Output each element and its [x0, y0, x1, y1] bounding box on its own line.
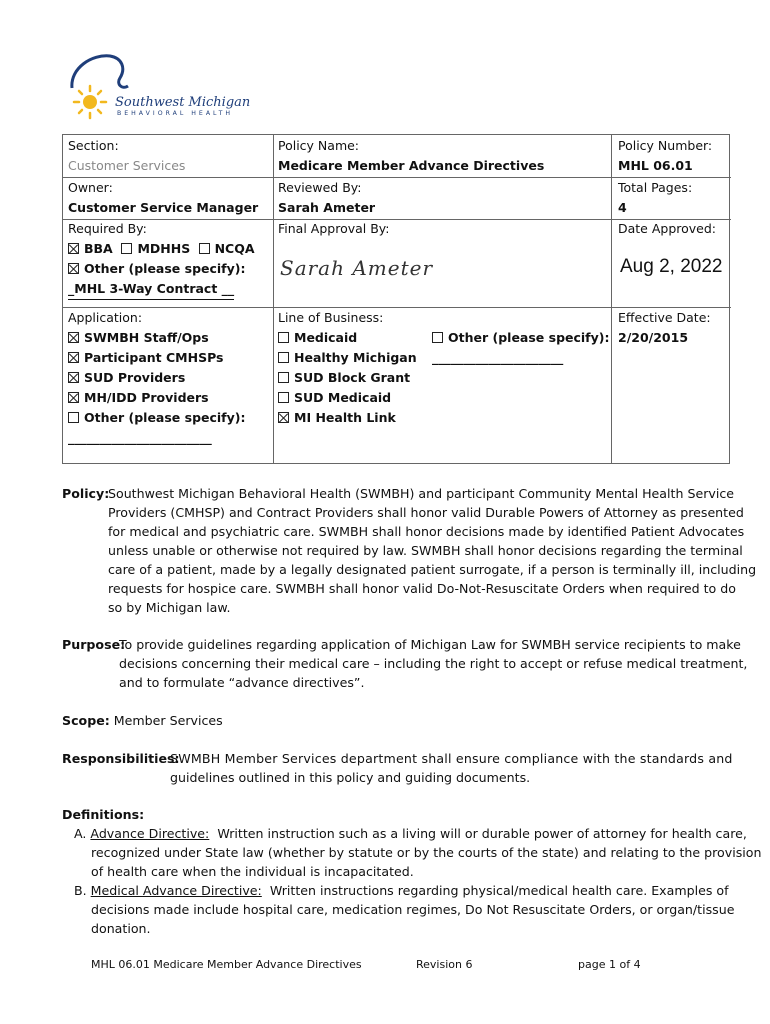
policy-label: Policy:	[62, 486, 110, 501]
app-item-1: SWMBH Staff/Ops	[84, 330, 209, 345]
ncqa-label: NCQA	[214, 241, 255, 256]
section-cell	[68, 136, 185, 176]
date-approved-label: Date Approved:	[618, 221, 717, 236]
app-other-blank: _______________________	[68, 430, 212, 445]
line-of-business-cell	[278, 308, 417, 428]
section-label: Section:	[68, 138, 119, 153]
required-other-checkbox[interactable]	[68, 263, 79, 274]
bba-label: BBA	[84, 241, 113, 256]
policy-number-value: MHL 06.01	[618, 158, 693, 173]
purpose-text: To provide guidelines regarding application of Michigan Law for SWMBH service recipients to make decisions concerning their medical care – including the right to accept or refuse medical treatment, and to formulate “advance directives”.	[119, 637, 748, 690]
policy-name-cell	[278, 136, 544, 176]
definitions-label: Definitions:	[62, 807, 145, 822]
logo-name: Southwest Michigan	[115, 95, 251, 110]
reviewed-by-value: Sarah Ameter	[278, 200, 376, 215]
mdhhs-label: MDHHS	[137, 241, 191, 256]
date-approved-cell	[618, 219, 716, 239]
scope	[62, 711, 223, 730]
policy-number-label: Policy Number:	[618, 138, 713, 153]
lob-item-4: SUD Medicaid	[294, 390, 392, 405]
app-item-4: MH/IDD Providers	[84, 390, 209, 405]
footer-doc: MHL 06.01 Medicare Member Advance Directives	[91, 958, 362, 971]
lob-other-label: Other (please specify):	[448, 330, 610, 345]
app-item-2: Participant CMHSPs	[84, 350, 224, 365]
definition-a-cont: recognized under State law (whether by statute or by the courts of the state) and relating to the provision of health care when the individual is incapacitated.	[91, 845, 762, 879]
app-checkbox-5[interactable]	[68, 412, 79, 423]
total-pages-label: Total Pages:	[618, 180, 693, 195]
app-item-3: SUD Providers	[84, 370, 186, 385]
required-by-cell	[68, 219, 255, 300]
definition-a-term: Advance Directive:	[90, 826, 210, 841]
required-by-label: Required By:	[68, 221, 147, 236]
swmbh-logo	[62, 50, 262, 130]
app-checkbox-1[interactable]	[68, 332, 79, 343]
app-checkbox-4[interactable]	[68, 392, 79, 403]
policy-name-value: Medicare Member Advance Directives	[278, 158, 545, 173]
lob-checkbox-4[interactable]	[278, 392, 289, 403]
owner-value: Customer Service Manager	[68, 200, 259, 215]
reviewed-by-cell	[278, 178, 375, 218]
final-approval-cell	[278, 219, 390, 239]
scope-label: Scope:	[62, 713, 110, 728]
effective-date-label: Effective Date:	[618, 310, 711, 325]
required-other-value: _MHL 3-Way Contract __	[68, 279, 234, 300]
required-other-label: Other (please specify):	[84, 261, 246, 276]
lob-other-checkbox[interactable]	[432, 332, 443, 343]
footer-revision: Revision 6	[416, 958, 473, 971]
purpose-label: Purpose:	[62, 637, 126, 652]
owner-cell	[68, 178, 258, 218]
total-pages-value: 4	[618, 200, 627, 215]
lob-other-cell	[432, 328, 609, 368]
lob-checkbox-5[interactable]	[278, 412, 289, 423]
logo-subtitle: BEHAVIORAL HEALTH	[117, 110, 234, 117]
definition-b: B. Medical Advance Directive: Written instructions regarding physical/medical health care. Examples of	[74, 883, 729, 898]
effective-date-value: 2/20/2015	[618, 330, 689, 345]
application-cell	[68, 308, 245, 448]
policy-number-cell	[618, 136, 712, 176]
application-label: Application:	[68, 310, 143, 325]
ncqa-checkbox[interactable]	[199, 243, 210, 254]
policy-name-label: Policy Name:	[278, 138, 360, 153]
definition-b-term: Medical Advance Directive:	[90, 883, 262, 898]
definition-a: A. Advance Directive: Written instruction such as a living will or durable power of attorney for health care,	[74, 826, 747, 841]
responsibilities-label: Responsibilities:	[62, 751, 180, 766]
lob-checkbox-2[interactable]	[278, 352, 289, 363]
owner-label: Owner:	[68, 180, 113, 195]
app-checkbox-2[interactable]	[68, 352, 79, 363]
lob-item-1: Medicaid	[294, 330, 358, 345]
lob-label: Line of Business:	[278, 310, 384, 325]
final-approval-label: Final Approval By:	[278, 221, 390, 236]
lob-item-3: SUD Block Grant	[294, 370, 411, 385]
bba-checkbox[interactable]	[68, 243, 79, 254]
app-checkbox-3[interactable]	[68, 372, 79, 383]
lob-item-2: Healthy Michigan	[294, 350, 417, 365]
app-item-5: Other (please specify):	[84, 410, 246, 425]
definition-b-cont: decisions made include hospital care, medication regimes, Do Not Resuscitate Orders, or organ/tissue donation.	[91, 902, 735, 936]
lob-other-blank: _____________________	[432, 350, 564, 365]
responsibilities-line-1: SWMBH Member Services department shall ensure compliance with the standards and	[170, 751, 733, 766]
policy-text: Southwest Michigan Behavioral Health (SWMBH) and participant Community Mental Health Service Providers (CMHSP) and Contract Providers shall honor valid Durable Powers of Attorney as presented for medical and psychiatric care. SWMBH shall honor decisions made by identified Patient Advocates unless unable or otherwise not required by law. SWMBH shall honor decisions regarding the terminal care of a patient, made by a legally designated patient surrogate, if a person is terminally ill, including requests for hospice care. SWMBH shall honor valid Do-Not-Resuscitate Orders when required to do so by Michigan law.	[108, 486, 757, 615]
footer-page: page 1 of 4	[578, 958, 641, 971]
responsibilities-line-2: guidelines outlined in this policy and guiding documents.	[170, 770, 531, 785]
total-pages-cell	[618, 178, 692, 218]
lob-checkbox-3[interactable]	[278, 372, 289, 383]
effective-date-cell	[618, 308, 711, 348]
mdhhs-checkbox[interactable]	[121, 243, 132, 254]
reviewed-by-label: Reviewed By:	[278, 180, 362, 195]
lob-checkbox-1[interactable]	[278, 332, 289, 343]
scope-text: Member Services	[113, 713, 223, 728]
date-approved-value: Aug 2, 2022	[620, 256, 723, 277]
approval-signature: Sarah Ameter	[280, 256, 434, 280]
lob-item-5: MI Health Link	[294, 410, 396, 425]
section-value: Customer Services	[68, 158, 186, 173]
